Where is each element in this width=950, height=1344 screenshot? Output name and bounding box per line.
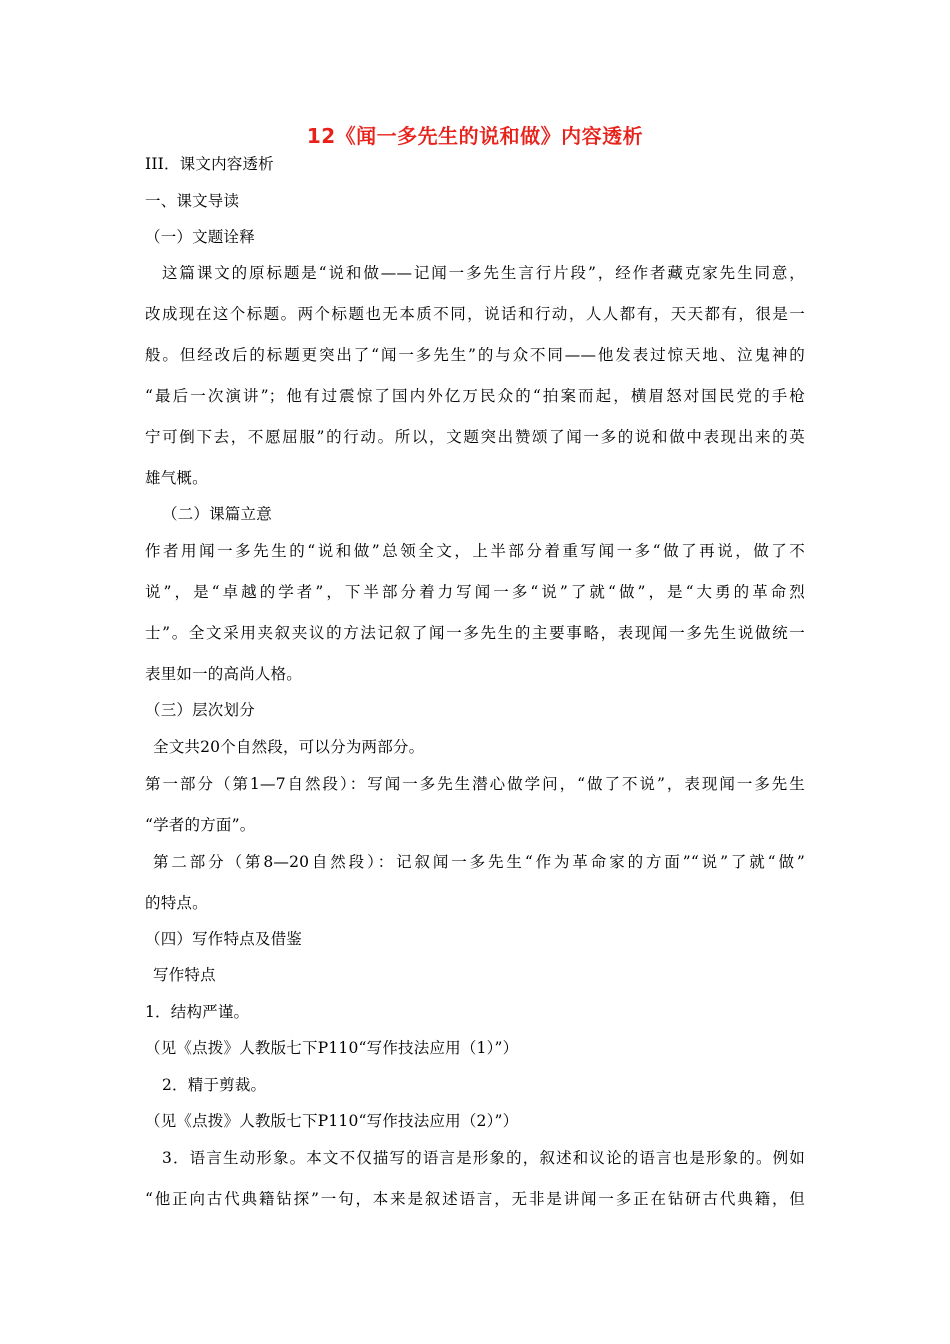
- paragraph-line: 全文共20个自然段，可以分为两部分。: [153, 738, 425, 756]
- paragraph-line: 第一部分（第1—7自然段）：写闻一多先生潜心做学问，“做了不说”，表现闻一多先生: [145, 775, 805, 793]
- paragraph-line: 改成现在这个标题。两个标题也无本质不同，说话和行动，人人都有，天天都有，很是一: [145, 305, 805, 323]
- subheading-structure: （三）层次划分: [145, 701, 255, 719]
- paragraph-line: “最后一次演讲”；他有过震惊了国内外亿万民众的“拍案而起，横眉怒对国民党的手枪: [145, 387, 805, 405]
- list-item: 1．结构严谨。: [145, 1003, 250, 1021]
- reference-note: （见《点拨》人教版七下P110“写作技法应用（2）”）: [145, 1112, 519, 1130]
- document-title: 12《闻一多先生的说和做》内容透析: [306, 124, 644, 148]
- paragraph-line: “学者的方面”。: [145, 816, 256, 834]
- list-item: 2．精于剪裁。: [162, 1076, 267, 1094]
- section-heading-analysis: III．课文内容透析: [145, 155, 274, 173]
- paragraph-line: 表里如一的高尚人格。: [145, 665, 303, 683]
- paragraph-line: 的特点。: [145, 894, 208, 912]
- paragraph-line: 说”，是“卓越的学者”，下半部分着力写闻一多“说”了就“做”，是“大勇的革命烈: [145, 583, 805, 601]
- paragraph-line: 第二部分（第8—20自然段）：记叙闻一多先生“作为革命家的方面”“说”了就“做”: [153, 853, 805, 871]
- subheading-features: 写作特点: [153, 966, 216, 984]
- paragraph-line: “他正向古代典籍钻探”一句，本来是叙述语言，无非是讲闻一多正在钻研古代典籍，但: [145, 1190, 805, 1208]
- paragraph-line: 般。但经改后的标题更突出了“闻一多先生”的与众不同——他发表过惊天地、泣鬼神的: [145, 346, 805, 364]
- paragraph-line: 宁可倒下去，不愿屈服”的行动。所以，文题突出赞颂了闻一多的说和做中表现出来的英: [145, 428, 805, 446]
- reference-note: （见《点拨》人教版七下P110“写作技法应用（1）”）: [145, 1039, 519, 1057]
- paragraph-line: 雄气概。: [145, 469, 208, 487]
- paragraph-line: 3．语言生动形象。本文不仅描写的语言是形象的，叙述和议论的语言也是形象的。例如: [162, 1149, 805, 1167]
- section-heading-guide: 一、课文导读: [145, 192, 240, 210]
- subheading-theme: （二）课篇立意: [162, 505, 272, 523]
- paragraph-line: 这篇课文的原标题是“说和做——记闻一多先生言行片段”，经作者藏克家先生同意，: [162, 264, 805, 282]
- paragraph-line: 作者用闻一多先生的“说和做”总领全文，上半部分着重写闻一多“做了再说，做了不: [145, 542, 805, 560]
- subheading-writing-features: （四）写作特点及借鉴: [145, 930, 303, 948]
- paragraph-line: 士”。全文采用夹叙夹议的方法记叙了闻一多先生的主要事略，表现闻一多先生说做统一: [145, 624, 805, 642]
- subheading-title-explanation: （一）文题诠释: [145, 228, 255, 246]
